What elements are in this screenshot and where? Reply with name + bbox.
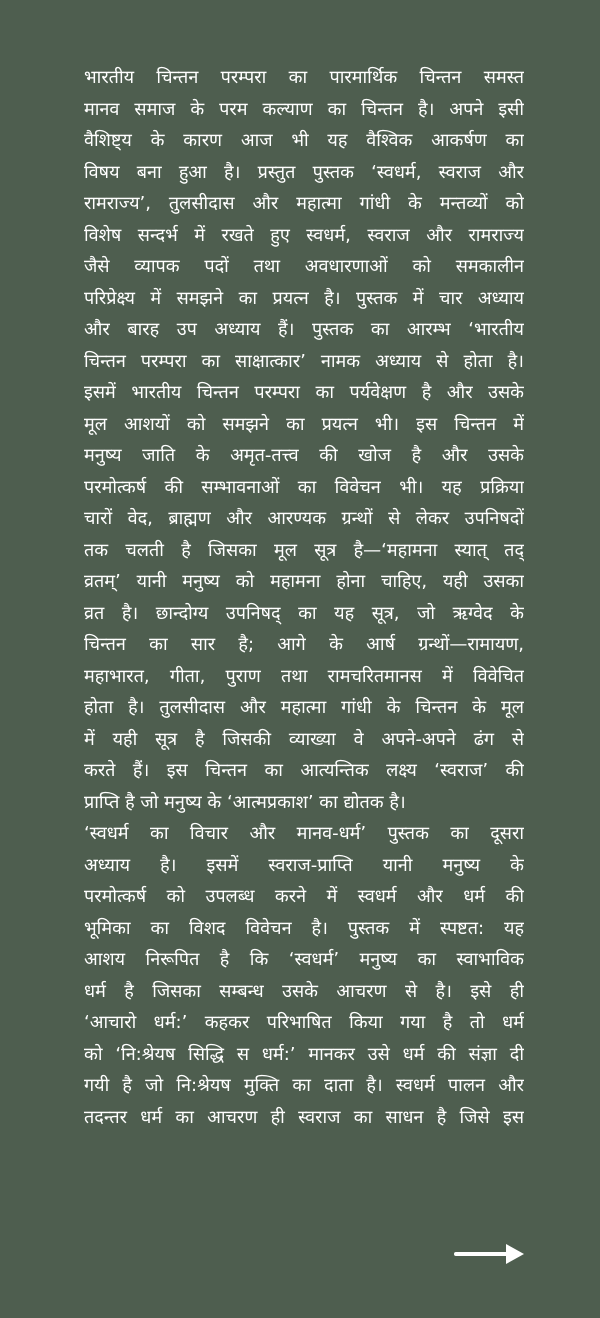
text-line: चिन्तन परम्परा का साक्षात्कार’ नामक अध्याय से होता है। <box>84 350 524 372</box>
text-line: धर्म है जिसका सम्बन्ध उसके आचरण से है। इसे ही <box>84 980 524 1002</box>
text-line: करते हैं। इस चिन्तन का आत्यन्तिक लक्ष्य ‘स्वराज’ की <box>84 760 524 781</box>
text-line: को ‘नि:श्रेयष सिद्धि स धर्म:’ मानकर उसे धर्म की संज्ञा दी <box>84 1043 524 1065</box>
text-line: परमोत्कर्ष को उपलब्ध करने में स्वधर्म और धर्म की <box>84 886 524 907</box>
text-line: होता है। तुलसीदास और महात्मा गांधी के चिन्तन के मूल <box>84 697 524 718</box>
text-line: विशेष सन्दर्भ में रखते हुए स्वधर्म, स्वराज और रामराज्य <box>84 224 524 246</box>
text-line: परमोत्कर्ष की सम्भावनाओं का विवेचन भी। यह प्रक्रिया <box>84 476 524 498</box>
text-line: तक चलती है जिसका मूल सूत्र है—‘महामना स्यात् तद् <box>84 539 524 561</box>
text-line: रामराज्य’, तुलसीदास और महात्मा गांधी के मन्तव्यों को <box>84 193 524 214</box>
text-line: चिन्तन का सार है; आगे के आर्ष ग्रन्थों—रामायण, <box>84 634 524 655</box>
text-line: इसमें भारतीय चिन्तन परम्परा का पर्यवेक्षण है और उसके <box>84 382 524 403</box>
text-line: भारतीय चिन्तन परम्परा का पारमार्थिक चिन्तन समस्त <box>84 67 524 88</box>
text-line: व्रत है। छान्दोग्य उपनिषद् का यह सूत्र, जो ऋग्वेद के <box>84 602 524 624</box>
text-line: ‘स्वधर्म का विचार और मानव-धर्म’ पुस्तक का दूसरा <box>84 823 524 844</box>
text-line: परिप्रेक्ष्य में समझने का प्रयत्न है। पुस्तक में चार अध्याय <box>84 287 524 309</box>
text-line: में यही सूत्र है जिसकी व्याख्या वे अपने-अपने ढंग से <box>84 728 524 750</box>
text-line: मूल आशयों को समझने का प्रयत्न भी। इस चिन्तन में <box>84 413 524 435</box>
text-line: चारों वेद, ब्राह्मण और आरण्यक ग्रन्थों से लेकर उपनिषदों <box>84 508 524 529</box>
text-line: महाभारत, गीता, पुराण तथा रामचरितमानस में विवेचित <box>84 665 524 687</box>
text-line: और बारह उप अध्याय हैं। पुस्तक का आरम्भ ‘भारतीय <box>84 319 524 340</box>
text-line: जैसे व्यापक पदों तथा अवधारणाओं को समकालीन <box>84 256 524 277</box>
text-line: तदन्तर धर्म का आचरण ही स्वराज का साधन है जिसे इस <box>84 1106 524 1128</box>
text-line: ‘आचारो धर्म:’ कहकर परिभाषित किया गया है तो धर्म <box>84 1012 524 1033</box>
text-block <box>84 62 524 1133</box>
text-line: मनुष्य जाति के अमृत-तत्त्व की खोज है और उसके <box>84 445 524 466</box>
text-line: प्राप्ति है जो मनुष्य के ‘आत्मप्रकाश’ का द्योतक है। <box>84 791 406 813</box>
text-line: भूमिका का विशद विवेचन है। पुस्तक में स्पष्टत: यह <box>84 917 524 939</box>
text-line: वैशिष्ट्य के कारण आज भी यह वैश्विक आकर्षण का <box>84 130 524 151</box>
text-line: अध्याय है। इसमें स्वराज-प्राप्ति यानी मनुष्य के <box>84 854 524 876</box>
right-arrow-icon <box>454 1240 526 1268</box>
text-line: गयी है जो नि:श्रेयष मुक्ति का दाता है। स्वधर्म पालन और <box>84 1075 524 1096</box>
text-line: मानव समाज के परम कल्याण का चिन्तन है। अपने इसी <box>84 98 524 120</box>
text-line: विषय बना हुआ है। प्रस्तुत पुस्तक ‘स्वधर्म, स्वराज और <box>84 161 524 183</box>
text-line: व्रतम्’ यानी मनुष्य को महामना होना चाहिए, यही उसका <box>84 571 524 592</box>
paragraph-1 <box>84 62 524 818</box>
text-line: आशय निरूपित है कि ‘स्वधर्म’ मनुष्य का स्वाभाविक <box>84 949 524 970</box>
paragraph-2 <box>84 818 524 1133</box>
